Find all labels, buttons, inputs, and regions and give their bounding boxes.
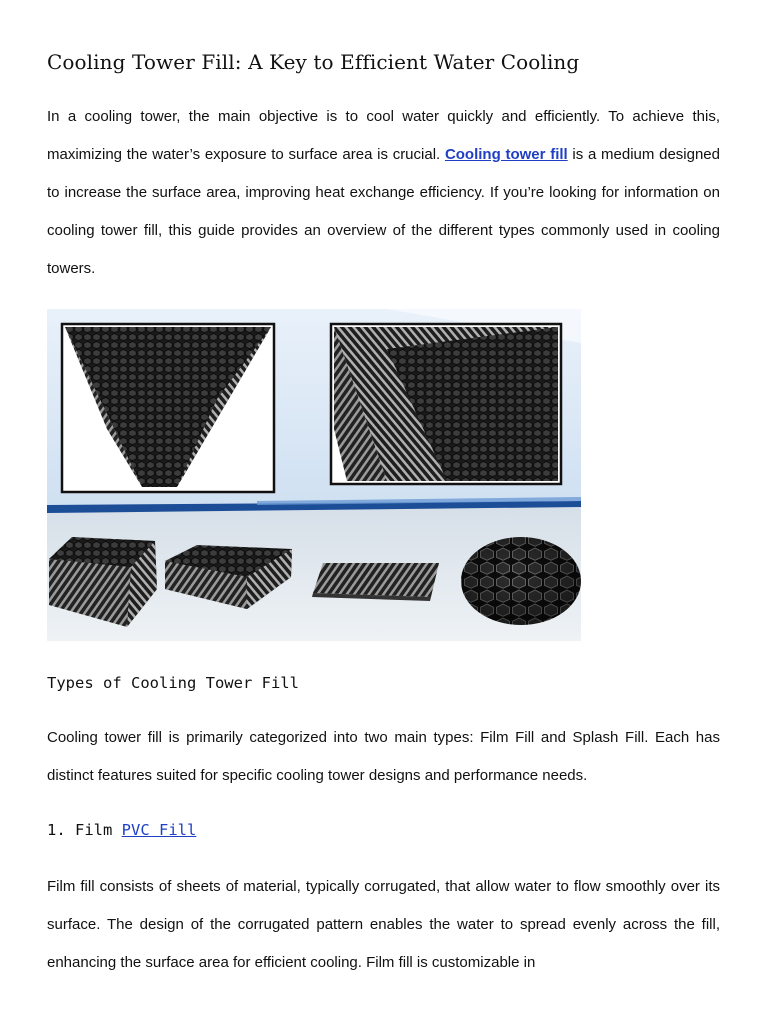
film-fill-paragraph: Film fill consists of sheets of material, typically corrugated, that allow water to flow smoothly over its surface. The design of the corrugated pattern enables the water to spread evenly across the fill, enhancing the surface area for efficient cooling. Film fill is customizable in [47, 878, 720, 971]
pvc-fill-link[interactable]: PVC Fill [121, 821, 197, 839]
intro-paragraph [47, 98, 720, 288]
intro-text-after-link: is a medium designed to increase the surface area, improving heat exchange efficiency. If you’re looking for information on cooling tower fill, this guide provides an overview of the different types commonly used in cooling towers. [47, 146, 720, 277]
types-paragraph: Cooling tower fill is primarily categorized into two main types: Film Fill and Splash Fill. Each has distinct features suited for specific cooling tower designs and performance needs. [47, 729, 720, 784]
cooling-tower-fill-figure [47, 309, 581, 641]
cooling-tower-fill-link[interactable]: Cooling tower fill [444, 146, 568, 163]
intro-text-before-link: In a cooling tower, the main objective is to cool water quickly and efficiently. To achieve this, maximizing the water’s exposure to surface area is crucial. [47, 108, 720, 163]
film-fill-heading [47, 821, 196, 839]
film-heading-prefix: 1. Film [47, 821, 122, 839]
types-heading: Types of Cooling Tower Fill [47, 674, 299, 692]
article-title: Cooling Tower Fill: A Key to Efficient Water Cooling [47, 50, 580, 74]
